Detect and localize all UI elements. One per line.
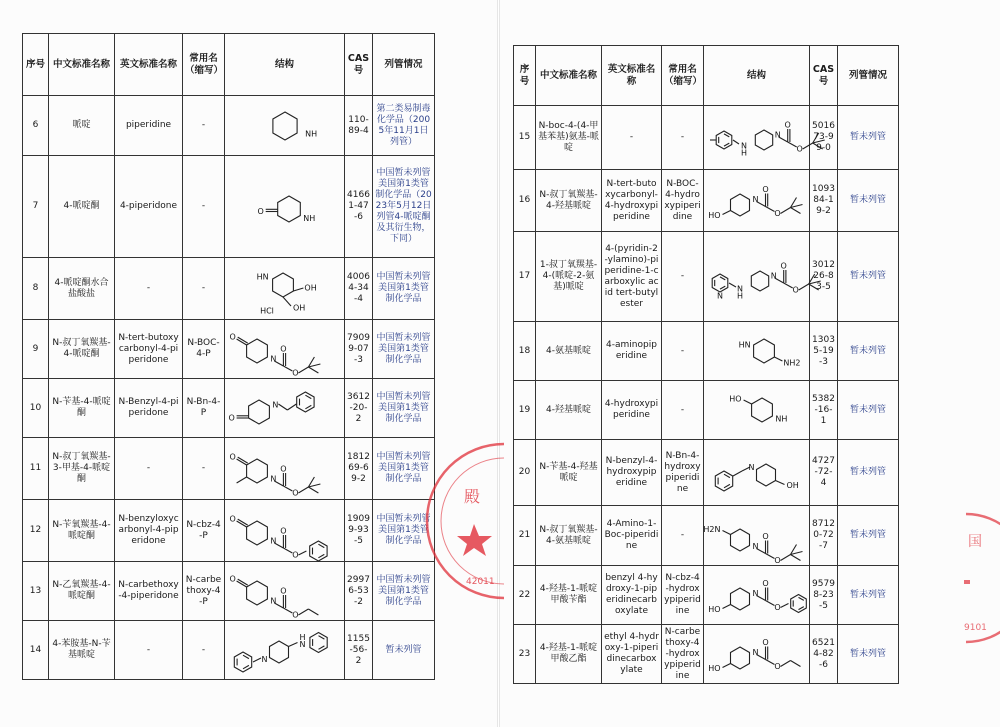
row-structure — [225, 156, 345, 258]
row-abbr: - — [183, 258, 225, 320]
left-table-body — [23, 96, 435, 680]
row-cn-name: N-苄基-4-哌啶酮 — [49, 379, 115, 438]
row-cas: 301226-83-5 — [810, 232, 838, 322]
row-status: 暂未列管 — [838, 322, 899, 381]
table-row — [514, 381, 899, 440]
row-status: 暂未列管 — [838, 106, 899, 170]
svg-text:NH: NH — [775, 414, 788, 424]
row-abbr: N-Bn-4-hydroxypiperidine — [662, 440, 704, 506]
row-seq: 7 — [23, 156, 49, 258]
row-en-name: 4-aminopiperidine — [602, 322, 662, 381]
row-abbr: - — [662, 381, 704, 440]
row-abbr: - — [183, 621, 225, 680]
row-status: 第二类易制毒化学品（2005年11月1日列管） — [373, 96, 435, 156]
svg-text:N: N — [261, 655, 268, 664]
row-structure — [225, 621, 345, 680]
svg-text:O: O — [774, 208, 781, 218]
svg-text:N: N — [770, 271, 777, 280]
col-header-structure: 结构 — [225, 34, 345, 96]
col-header-seq: 序号 — [514, 46, 536, 106]
row-en-name: benzyl 4-hydroxy-1-piperidinecarboxylate — [602, 566, 662, 625]
table-row — [23, 500, 435, 562]
svg-text:O: O — [292, 610, 299, 620]
svg-text:国: 国 — [968, 534, 982, 550]
col-header-en-name: 英文标准名称 — [602, 46, 662, 106]
row-seq: 21 — [514, 506, 536, 566]
svg-text:HO: HO — [708, 210, 721, 220]
svg-text:O: O — [229, 574, 236, 584]
row-abbr: - — [662, 322, 704, 381]
row-cn-name: N-苄基-4-羟基哌啶 — [536, 440, 602, 506]
row-seq: 22 — [514, 566, 536, 625]
structure-diagram — [706, 249, 824, 305]
svg-text:OH: OH — [786, 480, 799, 490]
row-status: 中国暂未列管 美国第1类管制化学品 — [373, 320, 435, 379]
structure-diagram — [227, 321, 345, 377]
table-row — [514, 170, 899, 232]
row-cas: 110-89-4 — [345, 96, 373, 156]
row-cas: 13035-19-3 — [810, 322, 838, 381]
row-seq: 16 — [514, 170, 536, 232]
row-structure — [704, 506, 810, 566]
svg-text:OH: OH — [304, 283, 317, 292]
row-seq: 14 — [23, 621, 49, 680]
svg-text:N: N — [752, 589, 759, 598]
svg-text:H2N: H2N — [703, 524, 721, 534]
row-structure — [704, 566, 810, 625]
col-header-cn-name: 中文标准名称 — [49, 34, 115, 96]
row-status: 暂未列管 — [838, 566, 899, 625]
table-row — [23, 320, 435, 379]
right-table-body — [514, 106, 899, 684]
row-cn-name: N-叔丁氧羰基-3-甲基-4-哌啶酮 — [49, 438, 115, 500]
svg-text:O: O — [292, 368, 299, 378]
row-cas: 5382-16-1 — [810, 381, 838, 440]
row-seq: 19 — [514, 381, 536, 440]
table-row — [514, 440, 899, 506]
structure-diagram — [703, 508, 824, 565]
row-seq: 23 — [514, 625, 536, 684]
table-row — [23, 621, 435, 680]
row-abbr: - — [183, 438, 225, 500]
svg-text:N: N — [270, 596, 277, 606]
row-structure — [704, 381, 810, 440]
svg-text:HO: HO — [729, 394, 742, 404]
left-registry-table — [22, 33, 435, 680]
row-status: 暂未列管 — [838, 381, 899, 440]
table-row — [23, 96, 435, 156]
table-row — [514, 232, 899, 322]
row-en-name: N-Benzyl-4-piperidone — [115, 379, 183, 438]
structure-diagram — [706, 567, 824, 623]
row-seq: 11 — [23, 438, 49, 500]
svg-text:O: O — [796, 144, 803, 153]
structure-diagram — [227, 380, 345, 436]
header-row — [514, 46, 899, 106]
row-cas: 41661-47-6 — [345, 156, 373, 258]
col-header-structure: 结构 — [704, 46, 810, 106]
row-en-name: N-tert-butoxycarbonyl-4-piperidone — [115, 320, 183, 379]
svg-text:N: N — [270, 536, 277, 545]
row-structure — [704, 625, 810, 684]
svg-text:O: O — [280, 586, 287, 596]
row-cn-name: 4-苯胺基-N-苄基哌啶 — [49, 621, 115, 680]
row-seq: 13 — [23, 562, 49, 621]
row-seq: 12 — [23, 500, 49, 562]
row-structure — [225, 500, 345, 562]
row-en-name: 4-piperidone — [115, 156, 183, 258]
svg-text:H: H — [299, 633, 306, 642]
svg-text:N: N — [737, 284, 743, 293]
svg-text:H: H — [741, 148, 748, 157]
svg-text:O: O — [762, 531, 769, 541]
table-row — [514, 566, 899, 625]
col-header-status: 列管情况 — [838, 46, 899, 106]
row-cn-name: N-苄氧羰基-4-哌啶酮 — [49, 500, 115, 562]
row-seq: 6 — [23, 96, 49, 156]
row-cas: 3612-20-2 — [345, 379, 373, 438]
row-abbr: - — [662, 232, 704, 322]
col-header-en-name: 英文标准名称 — [115, 34, 183, 96]
row-status: 暂未列管 — [373, 621, 435, 680]
svg-text:9101: 9101 — [964, 623, 987, 633]
row-seq: 8 — [23, 258, 49, 320]
row-en-name: ethyl 4-hydroxy-1-piperidinecarboxylate — [602, 625, 662, 684]
row-abbr: N-carbethoxy-4-P — [183, 562, 225, 621]
row-structure — [704, 322, 810, 381]
svg-text:O: O — [784, 120, 791, 129]
row-status: 暂未列管 — [838, 232, 899, 322]
structure-diagram — [227, 563, 345, 619]
table-row — [23, 562, 435, 621]
row-abbr: N-cbz-4-hydroxypiperidine — [662, 566, 704, 625]
svg-text:N: N — [752, 194, 759, 204]
row-en-name: piperidine — [115, 96, 183, 156]
table-row — [514, 322, 899, 381]
col-header-abbr: 常用名（缩写） — [662, 46, 704, 106]
structure-diagram — [706, 323, 824, 379]
row-cas: 29976-53-2 — [345, 562, 373, 621]
svg-text:O: O — [774, 662, 781, 671]
svg-text:HN: HN — [738, 340, 751, 350]
row-abbr: - — [183, 96, 225, 156]
structure-diagram — [227, 441, 345, 497]
row-cn-name: 4-氨基哌啶 — [536, 322, 602, 381]
row-cn-name: N-叔丁氧羰基-4-氨基哌啶 — [536, 506, 602, 566]
table-row — [23, 156, 435, 258]
row-seq: 10 — [23, 379, 49, 438]
row-status: 暂未列管 — [838, 625, 899, 684]
stamp-text: 殿 — [464, 487, 481, 506]
svg-text:NH2: NH2 — [783, 358, 801, 368]
col-header-abbr: 常用名（缩写） — [183, 34, 225, 96]
structure-diagram — [227, 622, 345, 678]
row-cas: 95798-23-5 — [810, 566, 838, 625]
svg-text:N: N — [774, 130, 781, 139]
table-row — [514, 506, 899, 566]
row-seq: 18 — [514, 322, 536, 381]
row-structure — [225, 562, 345, 621]
header-row — [23, 34, 435, 96]
svg-text:N: N — [752, 648, 759, 657]
svg-text:O: O — [229, 514, 236, 523]
row-abbr: N-carbethoxy-4-hydroxypiperidine — [662, 625, 704, 684]
structure-diagram — [227, 98, 345, 154]
row-en-name: 4-hydroxypiperidine — [602, 381, 662, 440]
col-header-cn-name: 中文标准名称 — [536, 46, 602, 106]
table-row — [514, 625, 899, 684]
row-cas: 4727-72-4 — [810, 440, 838, 506]
structure-diagram — [706, 173, 824, 229]
svg-text:O: O — [280, 344, 287, 354]
svg-text:HO: HO — [708, 664, 721, 673]
row-cn-name: 1-叔丁氧羰基-4-(哌啶-2-氨基)哌啶 — [536, 232, 602, 322]
structure-diagram — [706, 110, 824, 166]
row-cn-name: 4-羟基-1-哌啶甲酸苄酯 — [536, 566, 602, 625]
svg-text:O: O — [292, 550, 299, 559]
svg-text:HCl: HCl — [260, 306, 274, 315]
svg-text:O: O — [774, 555, 781, 565]
svg-text:NH: NH — [303, 213, 316, 223]
svg-text:N: N — [741, 141, 747, 150]
row-en-name: - — [602, 106, 662, 170]
row-en-name: N-tert-butoxycarbonyl-4-hydroxypiperidine — [602, 170, 662, 232]
row-abbr: N-cbz-4-P — [183, 500, 225, 562]
row-cas: 109384-19-2 — [810, 170, 838, 232]
row-status: 中国暂未列管 美国第1类管制化学品 — [373, 258, 435, 320]
svg-text:N: N — [270, 474, 277, 483]
row-cn-name: N-叔丁氧羰基-4-羟基哌啶 — [536, 170, 602, 232]
row-structure — [225, 320, 345, 379]
svg-text:N: N — [270, 354, 277, 364]
row-cn-name: N-乙氧羰基-4-哌啶酮 — [49, 562, 115, 621]
row-cas: 87120-72-7 — [810, 506, 838, 566]
row-en-name: N-carbethoxy-4-piperidone — [115, 562, 183, 621]
svg-text:NH: NH — [305, 129, 318, 138]
col-header-seq: 序号 — [23, 34, 49, 96]
row-structure — [704, 170, 810, 232]
row-seq: 15 — [514, 106, 536, 170]
structure-diagram — [227, 503, 345, 559]
svg-text:O: O — [228, 413, 235, 423]
svg-text:O: O — [762, 638, 769, 647]
structure-diagram — [706, 382, 824, 438]
svg-text:N: N — [748, 462, 755, 472]
svg-text:N: N — [752, 541, 759, 551]
svg-text:O: O — [774, 603, 781, 612]
svg-text:O: O — [229, 332, 236, 342]
row-cn-name: N-boc-4-(4-甲基苯基)氨基-哌啶 — [536, 106, 602, 170]
row-abbr: N-Bn-4-P — [183, 379, 225, 438]
svg-text:O: O — [280, 526, 287, 535]
row-status: 中国暂未列管 美国第1类管制化学品 — [373, 379, 435, 438]
col-header-status: 列管情况 — [373, 34, 435, 96]
row-cas: 181269-69-2 — [345, 438, 373, 500]
right-registry-table — [513, 45, 899, 684]
row-cn-name: N-叔丁氧羰基-4-哌啶酮 — [49, 320, 115, 379]
svg-text:O: O — [257, 206, 264, 216]
row-en-name: 4-(pyridin-2-ylamino)-piperidine-1-carboxylic acid tert-butyl ester — [602, 232, 662, 322]
row-structure — [225, 96, 345, 156]
row-seq: 9 — [23, 320, 49, 379]
row-status: 暂未列管 — [838, 506, 899, 566]
row-cas: 40064-34-4 — [345, 258, 373, 320]
row-structure — [225, 438, 345, 500]
row-cn-name: 4-哌啶酮 — [49, 156, 115, 258]
svg-text:O: O — [792, 285, 799, 294]
row-abbr: - — [183, 156, 225, 258]
row-status: 暂未列管 — [838, 170, 899, 232]
row-cas: 501673-99-0 — [810, 106, 838, 170]
svg-text:O: O — [229, 452, 236, 461]
table-row — [23, 379, 435, 438]
row-abbr: - — [662, 106, 704, 170]
row-cas: 79099-07-3 — [345, 320, 373, 379]
row-status: 暂未列管 — [838, 440, 899, 506]
svg-text:O: O — [780, 261, 787, 270]
svg-text:OH: OH — [293, 303, 306, 312]
row-cas: 65214-82-6 — [810, 625, 838, 684]
col-header-cas: CAS号 — [810, 46, 838, 106]
row-cn-name: 4-羟基哌啶 — [536, 381, 602, 440]
row-structure — [704, 232, 810, 322]
svg-text:HO: HO — [708, 605, 721, 614]
structure-diagram — [706, 626, 824, 682]
row-en-name: N-benzyloxycarbonyl-4-piperidone — [115, 500, 183, 562]
row-status: 中国暂未列管 美国第1类管制化学品 — [373, 438, 435, 500]
row-structure — [225, 379, 345, 438]
row-seq: 20 — [514, 440, 536, 506]
row-en-name: 4-Amino-1-Boc-piperidine — [602, 506, 662, 566]
row-status: 中国暂未列管 美国第1类管制化学品 — [373, 500, 435, 562]
structure-diagram — [706, 445, 824, 501]
row-seq: 17 — [514, 232, 536, 322]
structure-diagram — [227, 261, 345, 317]
row-structure — [704, 106, 810, 170]
row-status: 中国暂未列管 美国第1类管制化学品 — [373, 562, 435, 621]
svg-text:N: N — [272, 400, 279, 410]
table-row — [514, 106, 899, 170]
table-row — [23, 258, 435, 320]
row-en-name: - — [115, 621, 183, 680]
svg-text:N: N — [299, 640, 306, 649]
row-cn-name: 4-羟基-1-哌啶甲酸乙酯 — [536, 625, 602, 684]
structure-diagram — [227, 179, 345, 235]
svg-text:O: O — [762, 184, 769, 194]
svg-text:O: O — [292, 488, 299, 497]
svg-text:O: O — [280, 464, 287, 473]
row-status: 中国暂未列管 美国第1类管制化学品（2023年5月12日列管4-哌啶酮及其衍生物，下同） — [373, 156, 435, 258]
row-abbr: N-BOC-4-P — [183, 320, 225, 379]
row-cn-name: 哌啶 — [49, 96, 115, 156]
svg-text:O: O — [762, 579, 769, 588]
svg-text:N: N — [717, 291, 723, 300]
svg-text:H: H — [737, 291, 744, 300]
row-structure — [225, 258, 345, 320]
table-row — [23, 438, 435, 500]
row-en-name: - — [115, 438, 183, 500]
row-en-name: - — [115, 258, 183, 320]
row-cn-name: 4-哌啶酮水合盐酸盐 — [49, 258, 115, 320]
row-abbr: N-BOC-4-hydroxypiperidine — [662, 170, 704, 232]
row-cas: 19099-93-5 — [345, 500, 373, 562]
row-cas: 1155-56-2 — [345, 621, 373, 680]
col-header-cas: CAS号 — [345, 34, 373, 96]
row-en-name: N-benzyl-4-hydroxypiperidine — [602, 440, 662, 506]
svg-text:HN: HN — [256, 272, 269, 281]
stamp-digits: 42011 — [466, 577, 495, 587]
row-structure — [704, 440, 810, 506]
row-abbr: - — [662, 506, 704, 566]
